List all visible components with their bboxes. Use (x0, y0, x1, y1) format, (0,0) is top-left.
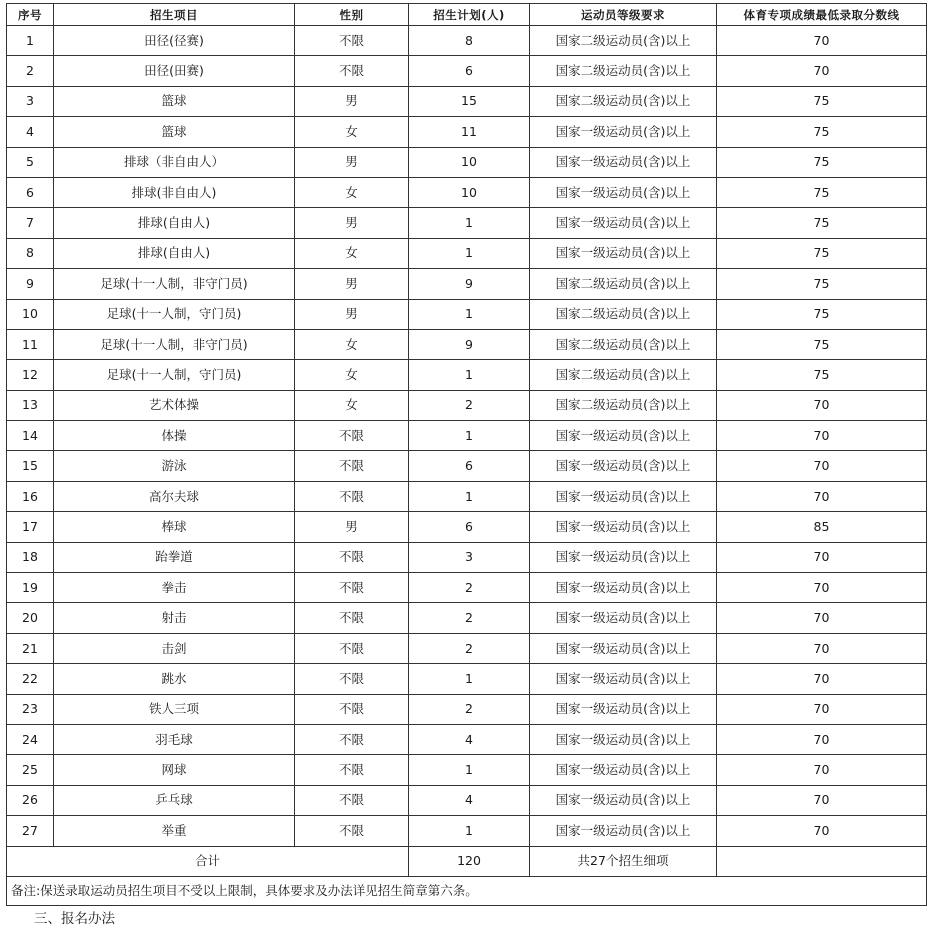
cell-level: 国家一级运动员(含)以上 (530, 755, 717, 785)
cell-project: 网球 (54, 755, 295, 785)
cell-plan: 1 (409, 208, 530, 238)
cell-index: 14 (7, 421, 54, 451)
table-row (7, 56, 927, 86)
cell-index: 9 (7, 269, 54, 299)
cell-index: 20 (7, 603, 54, 633)
table-row (7, 451, 927, 481)
cell-score: 75 (717, 147, 927, 177)
cell-level: 国家一级运动员(含)以上 (530, 785, 717, 815)
cell-gender: 女 (295, 177, 409, 207)
cell-project: 篮球 (54, 117, 295, 147)
cell-level: 国家二级运动员(含)以上 (530, 329, 717, 359)
cell-project: 乒乓球 (54, 785, 295, 815)
cell-plan: 15 (409, 86, 530, 116)
header-level: 运动员等级要求 (530, 4, 717, 26)
cell-gender: 女 (295, 329, 409, 359)
cell-level: 国家一级运动员(含)以上 (530, 664, 717, 694)
cell-gender: 不限 (295, 785, 409, 815)
cell-score: 70 (717, 603, 927, 633)
cell-gender: 不限 (295, 633, 409, 663)
cell-level: 国家二级运动员(含)以上 (530, 299, 717, 329)
cell-gender: 女 (295, 238, 409, 268)
cell-project: 田径(径赛) (54, 26, 295, 56)
admission-table (6, 3, 927, 906)
cell-gender: 男 (295, 512, 409, 542)
cell-project: 体操 (54, 421, 295, 451)
cell-score: 70 (717, 816, 927, 846)
cell-level: 国家二级运动员(含)以上 (530, 86, 717, 116)
cell-score: 85 (717, 512, 927, 542)
table-row (7, 360, 927, 390)
cell-score: 70 (717, 451, 927, 481)
table-row (7, 299, 927, 329)
cell-plan: 2 (409, 573, 530, 603)
cell-index: 13 (7, 390, 54, 420)
cell-gender: 男 (295, 299, 409, 329)
cell-plan: 1 (409, 755, 530, 785)
cell-index: 23 (7, 694, 54, 724)
cell-index: 15 (7, 451, 54, 481)
cell-plan: 6 (409, 512, 530, 542)
cell-plan: 9 (409, 269, 530, 299)
table-row (7, 390, 927, 420)
cell-index: 8 (7, 238, 54, 268)
cell-score: 70 (717, 785, 927, 815)
cell-project: 足球(十一人制，非守门员) (54, 269, 295, 299)
cell-level: 国家一级运动员(含)以上 (530, 147, 717, 177)
cell-level: 国家二级运动员(含)以上 (530, 390, 717, 420)
table-row (7, 238, 927, 268)
cell-plan: 2 (409, 694, 530, 724)
cell-index: 10 (7, 299, 54, 329)
cell-score: 70 (717, 542, 927, 572)
cell-plan: 1 (409, 360, 530, 390)
cell-score: 70 (717, 573, 927, 603)
cell-project: 举重 (54, 816, 295, 846)
table-row (7, 177, 927, 207)
table-row (7, 816, 927, 846)
note-row (7, 876, 927, 905)
header-score: 体育专项成绩最低录取分数线 (717, 4, 927, 26)
cell-score: 70 (717, 664, 927, 694)
cell-score: 75 (717, 86, 927, 116)
cell-plan: 10 (409, 147, 530, 177)
cell-score: 70 (717, 633, 927, 663)
cell-plan: 3 (409, 542, 530, 572)
cell-plan: 1 (409, 816, 530, 846)
cell-index: 1 (7, 26, 54, 56)
cell-score: 75 (717, 360, 927, 390)
cell-plan: 1 (409, 299, 530, 329)
cell-project: 田径(田赛) (54, 56, 295, 86)
cell-gender: 不限 (295, 755, 409, 785)
cell-level: 国家二级运动员(含)以上 (530, 360, 717, 390)
cell-project: 棒球 (54, 512, 295, 542)
cell-index: 12 (7, 360, 54, 390)
cell-gender: 不限 (295, 664, 409, 694)
cell-level: 国家一级运动员(含)以上 (530, 694, 717, 724)
cell-plan: 11 (409, 117, 530, 147)
cell-gender: 女 (295, 360, 409, 390)
table-row (7, 664, 927, 694)
table-row (7, 329, 927, 359)
cell-level: 国家一级运动员(含)以上 (530, 633, 717, 663)
header-project: 招生项目 (54, 4, 295, 26)
table-row (7, 86, 927, 116)
total-label: 合计 (7, 846, 409, 876)
cell-gender: 不限 (295, 724, 409, 754)
cell-score: 75 (717, 329, 927, 359)
total-empty (717, 846, 927, 876)
cell-level: 国家一级运动员(含)以上 (530, 208, 717, 238)
cell-level: 国家一级运动员(含)以上 (530, 451, 717, 481)
cell-plan: 9 (409, 329, 530, 359)
note-text: 备注:保送录取运动员招生项目不受以上限制，具体要求及办法详见招生简章第六条。 (7, 876, 927, 905)
section-heading: 三、报名办法 (34, 911, 115, 927)
cell-plan: 10 (409, 177, 530, 207)
table-row (7, 633, 927, 663)
cell-project: 羽毛球 (54, 724, 295, 754)
cell-project: 跳水 (54, 664, 295, 694)
table-row (7, 26, 927, 56)
header-plan: 招生计划(人) (409, 4, 530, 26)
cell-index: 7 (7, 208, 54, 238)
cell-gender: 男 (295, 208, 409, 238)
cell-project: 拳击 (54, 573, 295, 603)
cell-level: 国家一级运动员(含)以上 (530, 238, 717, 268)
cell-project: 足球(十一人制，守门员) (54, 360, 295, 390)
cell-plan: 4 (409, 785, 530, 815)
table-row (7, 208, 927, 238)
cell-index: 25 (7, 755, 54, 785)
cell-score: 70 (717, 755, 927, 785)
header-index: 序号 (7, 4, 54, 26)
cell-gender: 女 (295, 117, 409, 147)
cell-gender: 男 (295, 147, 409, 177)
cell-gender: 不限 (295, 542, 409, 572)
cell-score: 75 (717, 299, 927, 329)
cell-index: 21 (7, 633, 54, 663)
cell-project: 游泳 (54, 451, 295, 481)
cell-level: 国家一级运动员(含)以上 (530, 542, 717, 572)
cell-gender: 男 (295, 86, 409, 116)
cell-level: 国家二级运动员(含)以上 (530, 26, 717, 56)
cell-index: 26 (7, 785, 54, 815)
cell-gender: 不限 (295, 573, 409, 603)
cell-index: 22 (7, 664, 54, 694)
cell-score: 70 (717, 421, 927, 451)
cell-project: 排球（非自由人） (54, 147, 295, 177)
cell-plan: 1 (409, 421, 530, 451)
cell-level: 国家一级运动员(含)以上 (530, 573, 717, 603)
cell-plan: 1 (409, 481, 530, 511)
cell-gender: 不限 (295, 56, 409, 86)
cell-project: 足球(十一人制，非守门员) (54, 329, 295, 359)
table-row (7, 421, 927, 451)
cell-score: 75 (717, 269, 927, 299)
cell-project: 击剑 (54, 633, 295, 663)
cell-gender: 不限 (295, 816, 409, 846)
table-body (7, 26, 927, 847)
cell-gender: 不限 (295, 421, 409, 451)
table-row (7, 755, 927, 785)
cell-plan: 1 (409, 664, 530, 694)
cell-score: 75 (717, 208, 927, 238)
cell-project: 高尔夫球 (54, 481, 295, 511)
cell-level: 国家一级运动员(含)以上 (530, 177, 717, 207)
table-row (7, 573, 927, 603)
cell-level: 国家一级运动员(含)以上 (530, 117, 717, 147)
cell-score: 75 (717, 238, 927, 268)
cell-plan: 2 (409, 633, 530, 663)
cell-score: 70 (717, 724, 927, 754)
cell-index: 17 (7, 512, 54, 542)
table-row (7, 724, 927, 754)
cell-project: 排球(自由人) (54, 238, 295, 268)
header-gender: 性别 (295, 4, 409, 26)
cell-level: 国家一级运动员(含)以上 (530, 512, 717, 542)
cell-plan: 1 (409, 238, 530, 268)
cell-score: 70 (717, 56, 927, 86)
cell-index: 4 (7, 117, 54, 147)
cell-plan: 4 (409, 724, 530, 754)
cell-index: 11 (7, 329, 54, 359)
cell-level: 国家一级运动员(含)以上 (530, 603, 717, 633)
cell-index: 24 (7, 724, 54, 754)
table-header-row (7, 4, 927, 26)
cell-plan: 6 (409, 56, 530, 86)
cell-score: 70 (717, 390, 927, 420)
table-row (7, 481, 927, 511)
cell-project: 排球(自由人) (54, 208, 295, 238)
cell-level: 国家一级运动员(含)以上 (530, 421, 717, 451)
cell-gender: 不限 (295, 26, 409, 56)
cell-plan: 6 (409, 451, 530, 481)
cell-index: 3 (7, 86, 54, 116)
table-row (7, 542, 927, 572)
table-row (7, 117, 927, 147)
table-row (7, 785, 927, 815)
table-row (7, 694, 927, 724)
cell-index: 5 (7, 147, 54, 177)
cell-level: 国家一级运动员(含)以上 (530, 481, 717, 511)
cell-score: 70 (717, 481, 927, 511)
cell-score: 70 (717, 694, 927, 724)
cell-project: 艺术体操 (54, 390, 295, 420)
cell-plan: 2 (409, 390, 530, 420)
table-row (7, 603, 927, 633)
cell-project: 射击 (54, 603, 295, 633)
cell-index: 18 (7, 542, 54, 572)
cell-project: 铁人三项 (54, 694, 295, 724)
cell-project: 排球(非自由人) (54, 177, 295, 207)
cell-gender: 不限 (295, 603, 409, 633)
cell-level: 国家一级运动员(含)以上 (530, 724, 717, 754)
cell-gender: 不限 (295, 451, 409, 481)
total-row (7, 846, 927, 876)
table-row (7, 147, 927, 177)
cell-index: 6 (7, 177, 54, 207)
cell-level: 国家一级运动员(含)以上 (530, 816, 717, 846)
cell-gender: 不限 (295, 694, 409, 724)
cell-plan: 2 (409, 603, 530, 633)
cell-gender: 女 (295, 390, 409, 420)
cell-project: 足球(十一人制，守门员) (54, 299, 295, 329)
cell-score: 70 (717, 26, 927, 56)
total-items: 共27个招生细项 (530, 846, 717, 876)
cell-index: 19 (7, 573, 54, 603)
table-row (7, 512, 927, 542)
cell-level: 国家二级运动员(含)以上 (530, 269, 717, 299)
total-plan: 120 (409, 846, 530, 876)
cell-score: 75 (717, 177, 927, 207)
cell-score: 75 (717, 117, 927, 147)
cell-project: 篮球 (54, 86, 295, 116)
cell-index: 2 (7, 56, 54, 86)
cell-level: 国家二级运动员(含)以上 (530, 56, 717, 86)
table-row (7, 269, 927, 299)
cell-gender: 男 (295, 269, 409, 299)
cell-gender: 不限 (295, 481, 409, 511)
cell-project: 跆拳道 (54, 542, 295, 572)
cell-index: 27 (7, 816, 54, 846)
cell-index: 16 (7, 481, 54, 511)
cell-plan: 8 (409, 26, 530, 56)
